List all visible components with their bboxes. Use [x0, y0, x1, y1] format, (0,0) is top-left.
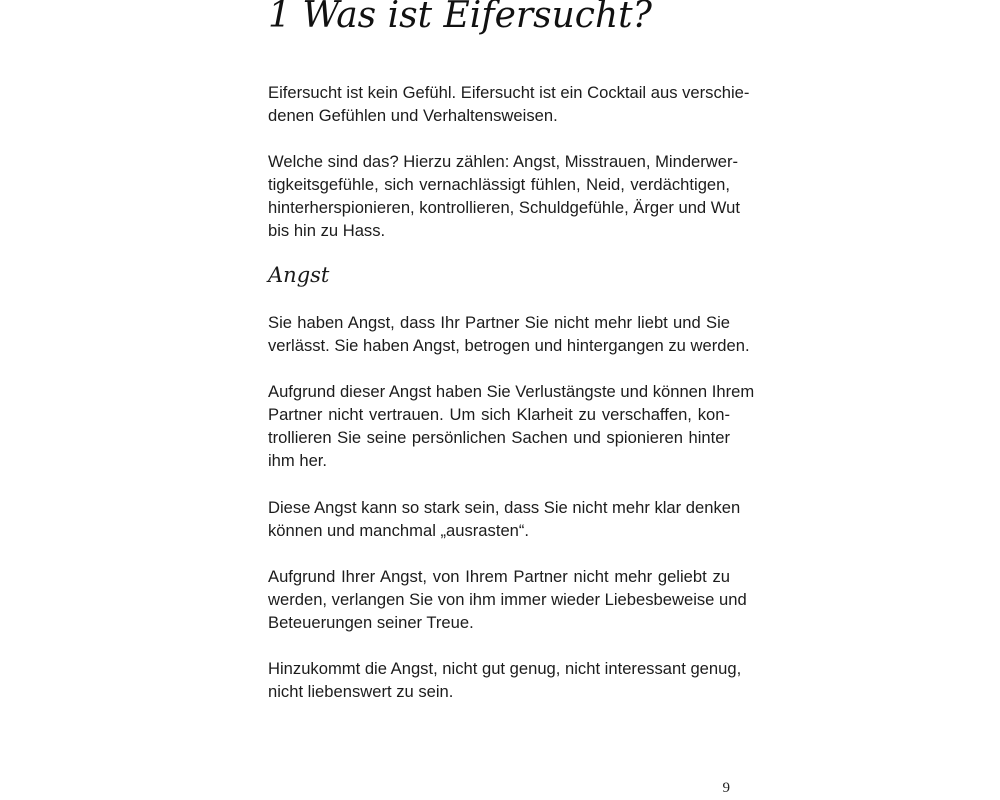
chapter-title: 1 Was ist Eifersucht? — [268, 0, 652, 36]
paragraph-angst-5 — [268, 657, 742, 703]
text-line: können und manchmal „ausrasten“. — [268, 521, 530, 540]
paragraph-angst-1 — [268, 311, 750, 357]
section-heading-angst: Angst — [268, 263, 330, 287]
text-line: Beteuerungen seiner Treue. — [268, 613, 474, 632]
page-number: 9 — [722, 780, 730, 796]
text-line: Aufgrund Ihrer Angst, von Ihrem Partner nicht mehr geliebt zu — [268, 567, 730, 586]
text-line: tigkeitsgefühle, sich vernachlässigt fühlen, Neid, verdächtigen, — [268, 175, 730, 194]
paragraph — [268, 565, 747, 634]
paragraph-angst-3 — [268, 496, 741, 542]
paragraph — [268, 81, 750, 127]
text-line: bis hin zu Hass. — [268, 221, 386, 240]
paragraph-intro — [268, 81, 750, 127]
text-line: Sie haben Angst, dass Ihr Partner Sie nicht mehr liebt und Sie — [268, 313, 730, 332]
paragraph — [268, 496, 741, 542]
paragraph-angst-2 — [268, 380, 755, 472]
text-line: Aufgrund dieser Angst haben Sie Verlustängste und können Ihrem — [268, 382, 755, 401]
text-line: nicht liebenswert zu sein. — [268, 682, 454, 701]
paragraph-angst-4 — [268, 565, 747, 634]
text-line: verlässt. Sie haben Angst, betrogen und hintergangen zu werden. — [268, 336, 750, 355]
text-line: hinterherspionieren, kontrollieren, Schuldgefühle, Ärger und Wut — [268, 198, 740, 217]
text-line: Hinzukommt die Angst, nicht gut genug, nicht interessant genug, — [268, 659, 742, 678]
text-line: denen Gefühlen und Verhaltensweisen. — [268, 106, 558, 125]
paragraph — [268, 311, 750, 357]
paragraph-feelings-list — [268, 150, 740, 242]
text-line: werden, verlangen Sie von ihm immer wieder Liebesbeweise und — [268, 590, 747, 609]
paragraph — [268, 380, 755, 472]
text-line: Welche sind das? Hierzu zählen: Angst, Misstrauen, Minderwer- — [268, 152, 739, 171]
paragraph — [268, 150, 740, 242]
text-line: Partner nicht vertrauen. Um sich Klarheit zu verschaffen, kon- — [268, 405, 730, 424]
text-line: Eifersucht ist kein Gefühl. Eifersucht ist ein Cocktail aus verschie- — [268, 83, 750, 102]
paragraph — [268, 657, 742, 703]
text-line: Diese Angst kann so stark sein, dass Sie nicht mehr klar denken — [268, 498, 741, 517]
text-line: ihm her. — [268, 451, 328, 470]
text-line: trollieren Sie seine persönlichen Sachen und spionieren hinter — [268, 428, 730, 447]
